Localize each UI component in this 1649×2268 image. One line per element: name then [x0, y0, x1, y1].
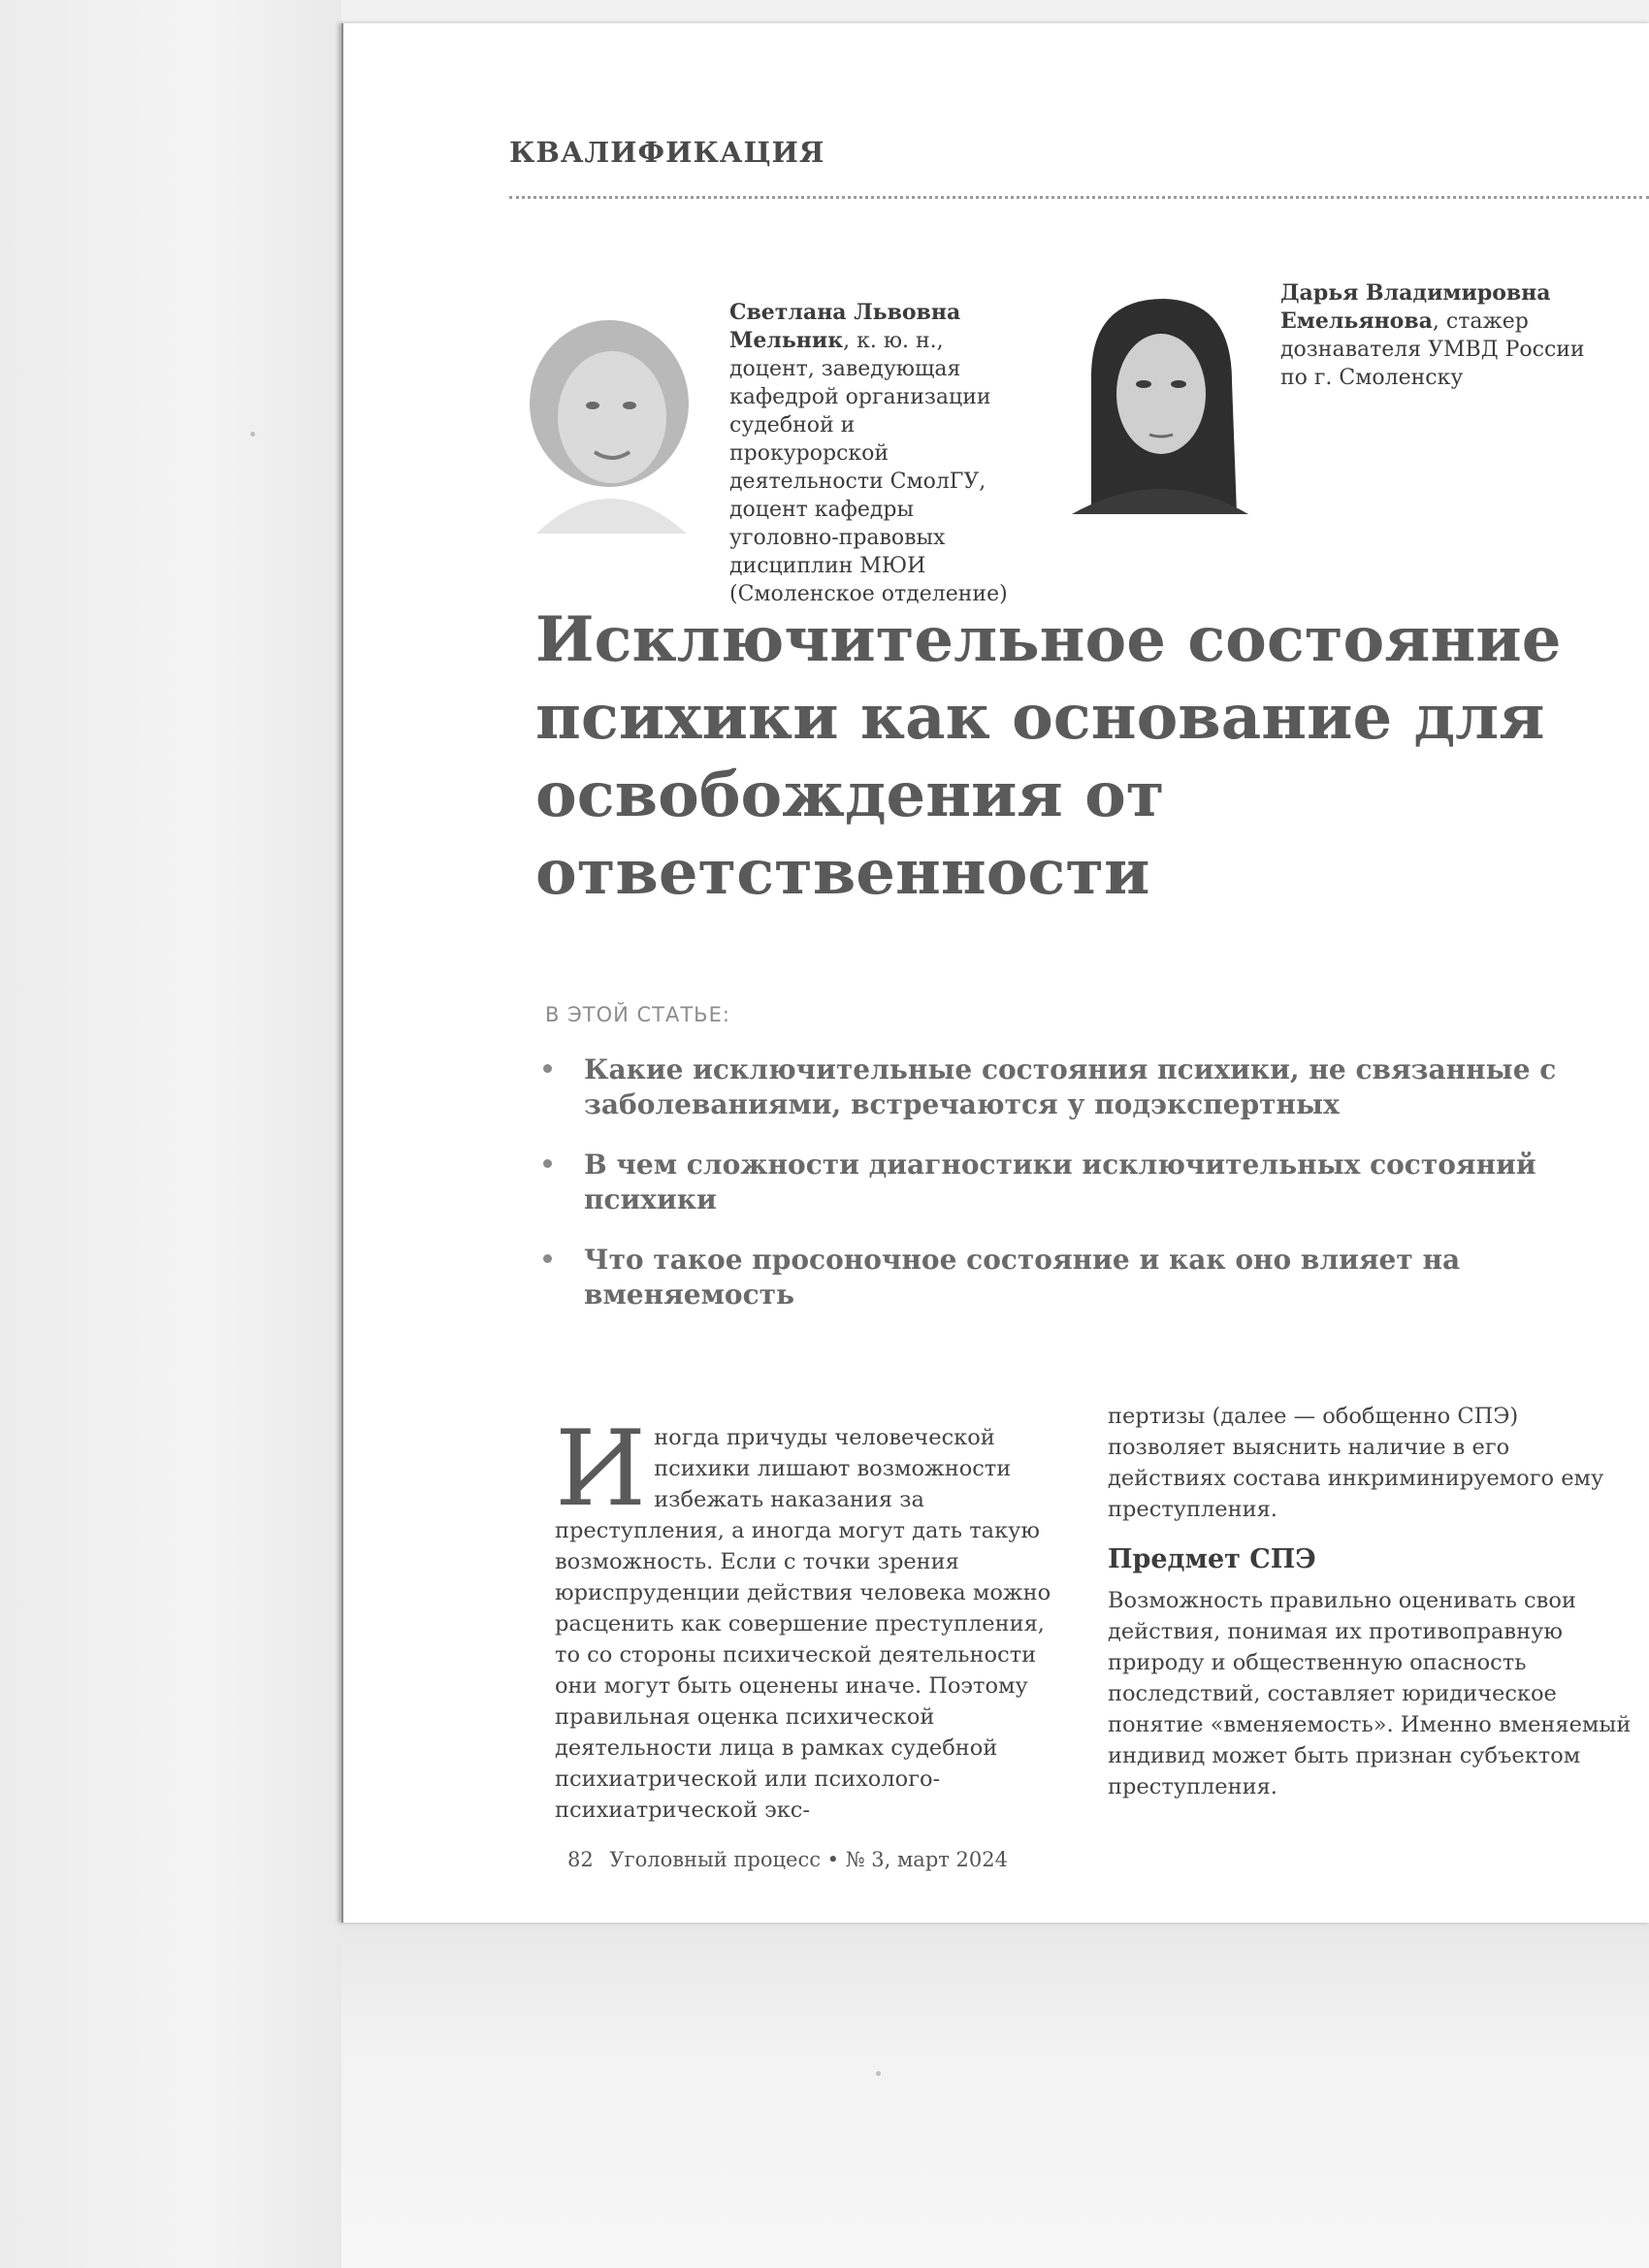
dotted-divider [509, 196, 1649, 199]
list-item [543, 1243, 1610, 1312]
scan-background-left [0, 0, 341, 2268]
list-item [543, 1148, 1610, 1217]
in-this-article-list [543, 1053, 1610, 1338]
list-item-text: Что такое просоночное состояние и как оно влияет на вменяемость [584, 1244, 1461, 1311]
author-info-2 [1280, 279, 1600, 392]
list-item-text: Какие исключительные состояния психики, не связанные с заболеваниями, встречаются у подэкспертных [584, 1053, 1557, 1120]
page-number: 82 [567, 1848, 594, 1871]
subheading: Предмет СПЭ [1108, 1544, 1316, 1574]
section-label: КВАЛИФИКАЦИЯ [509, 136, 825, 169]
list-item-text: В чем сложности диагностики исключительных состояний психики [584, 1149, 1536, 1215]
bullet-icon [543, 1064, 552, 1073]
portrait-image [517, 308, 701, 534]
page-footer [567, 1848, 1018, 1871]
article-title: Исключительное состояние психики как основание для освобождения от ответственности [535, 603, 1562, 909]
author-photo-2 [1072, 289, 1248, 514]
in-this-article-label: В ЭТОЙ СТАТЬЕ: [545, 1003, 730, 1026]
body-column-2 [1108, 1401, 1632, 1802]
body-paragraph: пертизы (далее — обобщенно СПЭ) позволяет выяснить наличие в его действиях состава инкриминируемого ему преступления. [1108, 1404, 1604, 1522]
drop-cap: И [555, 1409, 647, 1530]
scan-speck [876, 2071, 881, 2076]
body-column-1 [555, 1409, 1073, 1826]
author-details: , стажер дознавателя УМВД России по г. Смоленску [1280, 309, 1585, 390]
body-paragraph: ногда причуды человеческой психики лишают возможности избежать наказания за преступления, а иногда могут дать такую возможность. Если с точки зрения юриспруденции действия человека можно расценить как совершение преступления, то со стороны психической деятельности они могут быть оценены иначе. Поэтому правильная оценка психической деятельности лица в рамках судебной психиатрической или психолого-психиатрической экс- [555, 1425, 1051, 1823]
bullet-icon [543, 1159, 552, 1168]
author-photo-1 [517, 308, 701, 534]
list-item [543, 1053, 1610, 1122]
scan-speck [250, 432, 255, 437]
portrait-image [1072, 289, 1248, 514]
author-name: Светлана Львовна Мельник [729, 300, 961, 353]
bullet-icon [543, 1254, 552, 1263]
scan-background-bottom [341, 1923, 1649, 2268]
body-paragraph: Возможность правильно оценивать свои действия, понимая их противоправную природу и общественную опасность последствий, составляет юридическое понятие «вменяемость». Именно вменяемый индивид может быть признан субъектом преступления. [1108, 1588, 1632, 1799]
author-name: Дарья Владимировна Емельянова [1280, 280, 1551, 334]
author-details: , к. ю. н., доцент, заведующая кафедрой организации судебной и прокурорской деятельности СмолГУ, доцент кафедры уголовно-правовых дисциплин МЮИ (Смоленское отделение) [729, 329, 1008, 606]
author-info-1 [729, 299, 1020, 608]
journal-issue: Уголовный процесс • № 3, март 2024 [609, 1848, 1008, 1871]
